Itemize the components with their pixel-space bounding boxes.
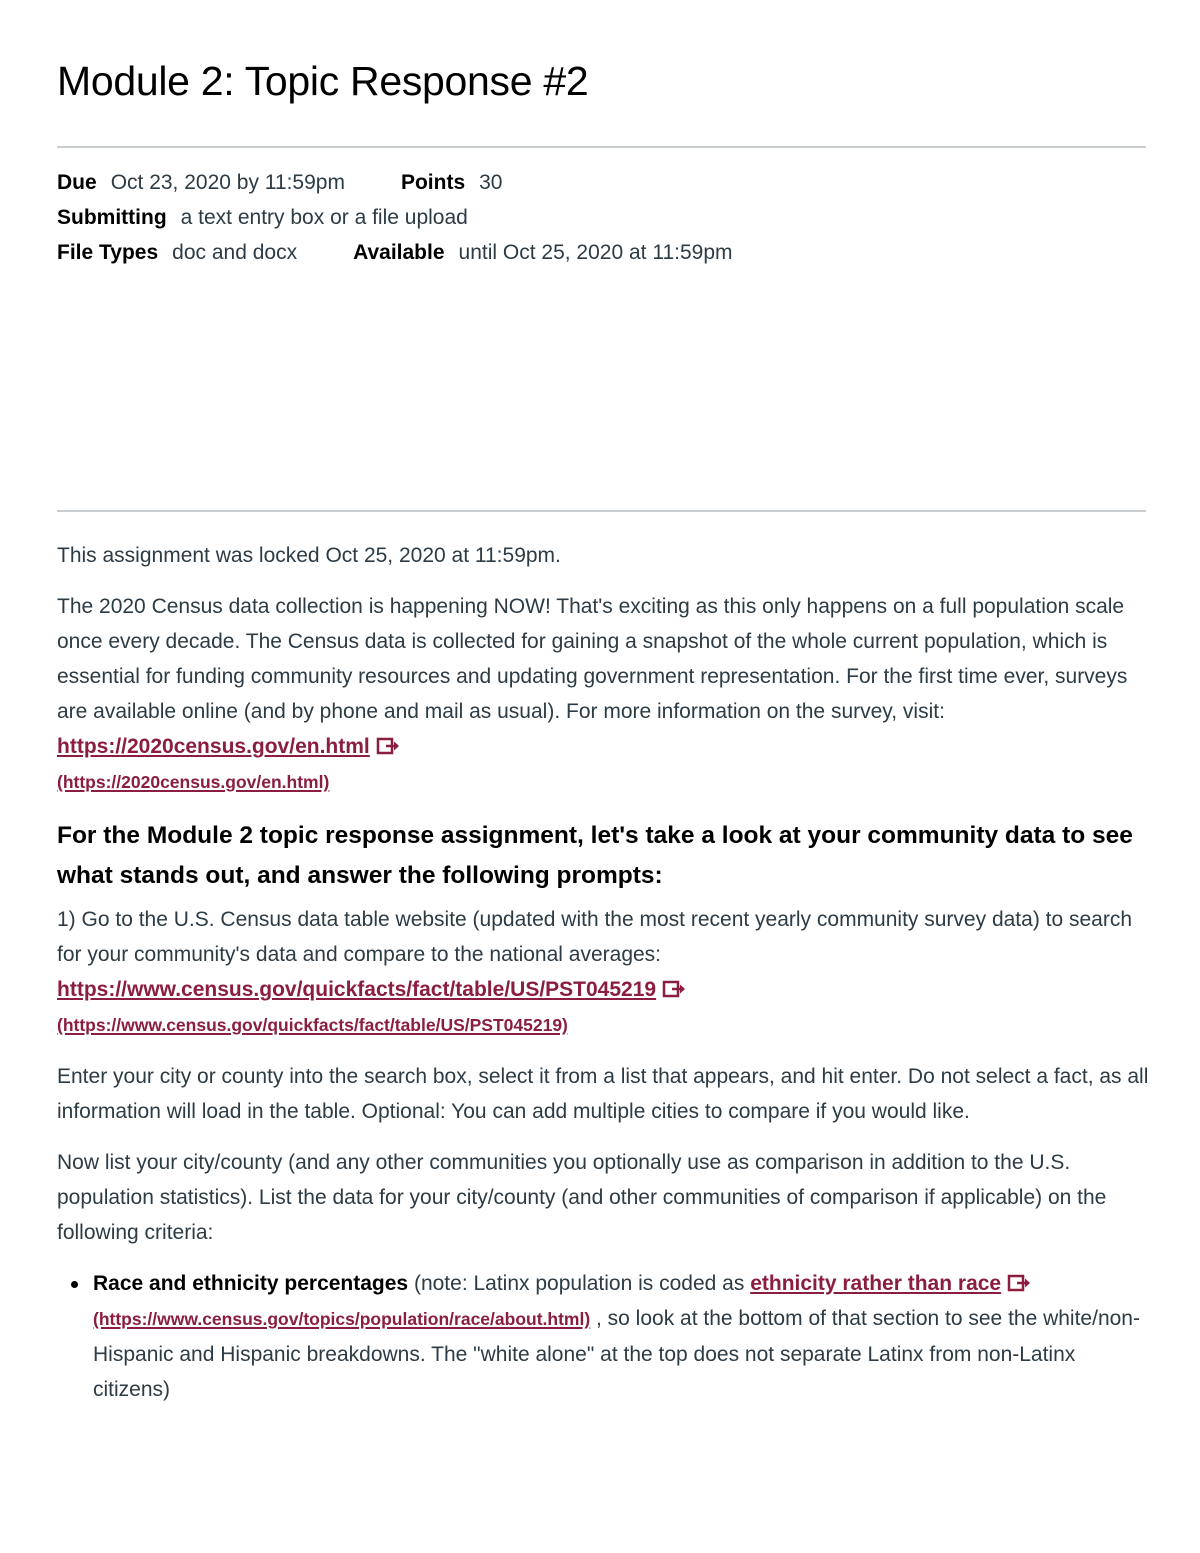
intro-text: The 2020 Census data collection is happening NOW! That's exciting as this only happens on a full population scale once every decade. The Census data is collected for gaining a snapshot of the whole current population, which is essential for funding community resources and updating government representation. For the first time ever, surveys are available online (and by phone and mail as usual). For more information on the survey, visit: — [57, 595, 1128, 723]
due-label: Due — [57, 171, 97, 194]
external-link-icon — [1007, 1273, 1033, 1293]
submitting-label: Submitting — [57, 206, 167, 229]
filetypes-label: File Types — [57, 241, 159, 264]
prompt-heading: For the Module 2 topic response assignment, let's take a look at your community data to see what stands out, and answer the following prompts: — [57, 822, 1133, 889]
census-link[interactable] — [57, 735, 402, 793]
race-ethnicity-lead: Race and ethnicity percentages — [93, 1272, 409, 1295]
step1-text: 1) Go to the U.S. Census data table website (updated with the most recent yearly community survey data) to search for your community's data and compare to the national averages: — [57, 908, 1133, 966]
submitting-value: a text entry box or a file upload — [180, 206, 468, 229]
intro-paragraph — [57, 589, 1149, 800]
page-title: Module 2: Topic Response #2 — [57, 58, 589, 104]
locked-notice: This assignment was locked Oct 25, 2020 at 11:59pm. — [57, 544, 561, 567]
criteria-list — [57, 1266, 1149, 1407]
census-link-url: (https://2020census.gov/en.html) — [57, 772, 330, 792]
step1-paragraph — [57, 902, 1149, 1043]
bullet1-pre: (note: Latinx population is coded as — [408, 1272, 751, 1295]
bullet1-post: , so look at the bottom of that section to see the white/non-Hispanic and Hispanic breakdowns. The "white alone" at the top does not separate Latinx from non-Latinx citizens) — [93, 1307, 1140, 1401]
quickfacts-link-url: (https://www.census.gov/quickfacts/fact/table/US/PST045219) — [57, 1015, 568, 1035]
title-divider — [57, 146, 1146, 148]
quickfacts-link[interactable] — [57, 978, 688, 1036]
list-city-paragraph: Now list your city/county (and any other communities you optionally use as comparison in addition to the U.S. population statistics). List the data for your city/county (and other communities of comparison if applicable) on the following criteria: — [57, 1151, 1107, 1244]
assignment-description — [57, 538, 1149, 1407]
submitting-row — [57, 206, 468, 230]
enter-city-paragraph: Enter your city or county into the search box, select it from a list that appears, and hit enter. Do not select a fact, as all information will load in the table. Optional: You can add multiple cities to compare if you would like. — [57, 1065, 1149, 1123]
quickfacts-link-text: https://www.census.gov/quickfacts/fact/table/US/PST045219 — [57, 978, 657, 1001]
census-link-text: https://2020census.gov/en.html — [57, 735, 370, 758]
ethnicity-link-text: ethnicity rather than race — [750, 1272, 1002, 1295]
points-label: Points — [400, 171, 466, 194]
available-label: Available — [353, 241, 445, 264]
available-value: until Oct 25, 2020 at 11:59pm — [458, 241, 733, 264]
points-value: 30 — [479, 171, 503, 194]
ethnicity-link-url: (https://www.census.gov/topics/population/race/about.html) — [93, 1309, 591, 1329]
external-link-icon — [662, 979, 688, 999]
due-points-row — [57, 171, 502, 195]
filetypes-value: doc and docx — [172, 241, 298, 264]
due-value: Oct 23, 2020 by 11:59pm — [110, 171, 345, 194]
list-item — [93, 1266, 1149, 1407]
filetypes-available-row — [57, 241, 733, 265]
external-link-icon — [376, 736, 402, 756]
details-divider — [57, 510, 1146, 512]
